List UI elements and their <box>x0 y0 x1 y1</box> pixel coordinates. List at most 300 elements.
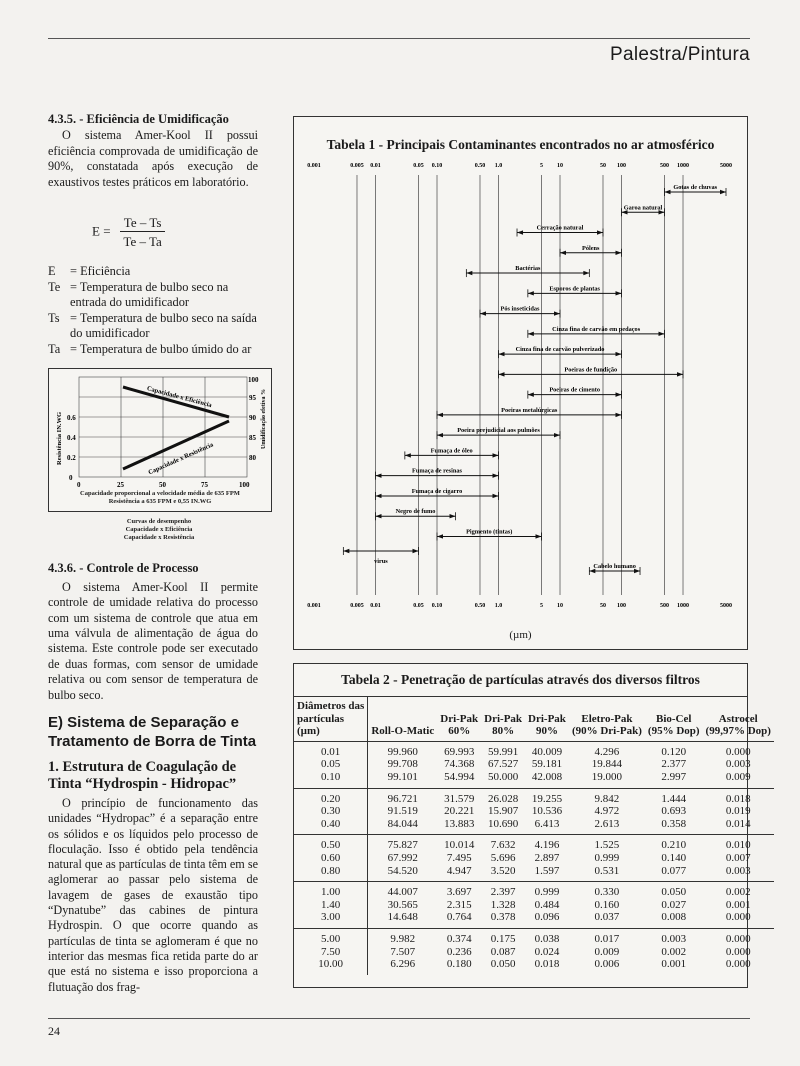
arrow-right-icon <box>720 190 726 194</box>
arrow-left-icon <box>664 190 670 194</box>
right-tick: 80 <box>249 454 256 462</box>
table-cell: 0.01 <box>294 741 368 758</box>
table-cell: 0.002 <box>661 945 687 958</box>
range-bar <box>480 306 560 318</box>
x-tick: 50 <box>159 481 166 489</box>
arrow-right-icon <box>493 473 499 477</box>
chart-x-caption-line: Resistência a 635 FPM e 0,55 IN.WG <box>108 498 212 505</box>
table-cell: 0.003 <box>725 758 751 771</box>
table2 <box>294 697 774 975</box>
x-tick-label: 100 <box>617 603 627 609</box>
range-label: Gotas de chuvas <box>673 184 718 191</box>
x-tick-label: 5000 <box>720 163 732 169</box>
table-cell: 2.613 <box>594 817 620 830</box>
table2-title: Tabela 2 - Penetração de partículas através dos diversos filtros <box>294 664 747 697</box>
table-cell: 0.40 <box>294 818 368 835</box>
range-label: Poeiras metalúrgicas <box>501 406 558 414</box>
table-cell: 1.525 <box>594 839 620 852</box>
table-row <box>294 928 774 945</box>
definition-row <box>48 264 260 280</box>
table-cell: 20.221 <box>444 805 475 818</box>
x-tick-label: 0.50 <box>474 603 486 609</box>
header-cell <box>645 697 703 713</box>
formula-denominator: Te – Ta <box>123 234 162 249</box>
definition-symbol: Ts <box>48 310 60 325</box>
table-cell: 0.006 <box>594 958 620 971</box>
header-cell: (µm) <box>294 725 368 741</box>
arrow-left-icon <box>499 352 505 356</box>
table-cell: 0.160 <box>594 898 620 911</box>
x-tick: 0 <box>77 481 81 489</box>
x-tick-label: 50 <box>599 603 606 609</box>
table-cell: 96.721 <box>387 792 418 805</box>
table-cell: 7.632 <box>490 839 516 852</box>
arrow-right-icon <box>616 251 622 255</box>
arrow-left-icon <box>343 549 349 553</box>
x-tick-label: 100 <box>617 163 627 169</box>
x-tick-label: 0.005 <box>350 163 364 169</box>
table-cell: 0.120 <box>661 745 687 758</box>
arrow-left-icon <box>560 251 566 255</box>
table-cell: 3.697 <box>446 886 472 899</box>
table-cell: 2.315 <box>446 898 472 911</box>
range-label: Esporos de plantas <box>549 285 600 293</box>
arrow-left-icon <box>405 453 411 457</box>
table-cell: 84.044 <box>387 817 418 830</box>
range-bar <box>528 387 622 399</box>
x-tick-label: 500 <box>659 603 669 609</box>
range-label: Bactérias <box>515 265 541 273</box>
x-tick-label: 0.001 <box>307 163 321 169</box>
right-axis-label: Umidificação efetiva % <box>261 389 267 449</box>
efficiency-curve-label: Capacidade x Eficiência <box>146 385 213 410</box>
x-tick-label: 1000 <box>677 163 690 169</box>
table-cell: 0.002 <box>725 886 751 899</box>
table-cell: 0.077 <box>661 864 687 877</box>
arrow-right-icon <box>554 433 560 437</box>
table-cell: 0.330 <box>594 886 620 899</box>
table-cell: 6.413 <box>534 817 560 830</box>
table-cell: 1.40 <box>294 899 368 912</box>
table-cell: 0.000 <box>725 745 751 758</box>
table-cell: 99.960 <box>387 745 418 758</box>
header-cell: Eletro-Pak <box>581 712 633 725</box>
table-cell: 59.181 <box>531 758 563 771</box>
definition-row <box>48 342 260 358</box>
arrow-left-icon <box>376 494 382 498</box>
arrow-left-icon <box>437 413 443 417</box>
table-cell: 9.842 <box>594 792 620 805</box>
x-tick-label: 0.10 <box>431 163 443 169</box>
x-tick-label: 10 <box>557 603 564 609</box>
table-cell: 5.696 <box>490 851 516 864</box>
arrow-right-icon <box>597 230 603 234</box>
table-cell: 9.982 <box>390 932 416 945</box>
definition-symbol: Ta <box>48 341 61 356</box>
table-cell: 0.087 <box>490 945 516 958</box>
range-label: Poeiras de fundição <box>564 366 618 374</box>
table-cell: 31.579 <box>444 792 475 805</box>
arrow-left-icon <box>437 433 443 437</box>
table-cell: 91.519 <box>387 805 418 818</box>
table-cell: 0.358 <box>661 817 687 830</box>
table-cell: 7.50 <box>294 946 368 959</box>
formula-numerator: Te – Ts <box>120 215 166 232</box>
formula-definitions <box>48 264 260 358</box>
table-cell: 0.30 <box>294 805 368 818</box>
table-cell: 0.010 <box>725 839 751 852</box>
table-cell: 0.050 <box>661 886 687 899</box>
range-bar <box>560 245 622 257</box>
definition-text: = Temperatura de bulbo úmido do ar <box>70 341 252 356</box>
table-cell: 0.000 <box>725 932 751 945</box>
table-row <box>294 899 774 912</box>
resistance-curve-label: Capacidade x Resistência <box>147 441 215 477</box>
table-row <box>294 958 774 975</box>
header-cell: 80% <box>492 725 515 738</box>
chart-x-caption-line: Capacidade proporcional a velocidade média de 635 FPM <box>80 490 240 497</box>
table-cell: 0.000 <box>725 911 751 924</box>
arrow-right-icon <box>493 494 499 498</box>
left-axis-label: Resistência IN.WG <box>56 411 63 465</box>
chart-legend <box>48 518 270 542</box>
table-cell: 4.196 <box>534 839 560 852</box>
section-1-title: 1. Estrutura de Coagulação de Tinta “Hydrospin - Hidropac” <box>48 759 237 792</box>
x-tick-label: 0.005 <box>350 603 364 609</box>
table-cell: 0.027 <box>661 898 687 911</box>
table-cell: 0.000 <box>725 958 751 971</box>
table-cell: 4.296 <box>594 745 620 758</box>
arrow-right-icon <box>493 453 499 457</box>
table-cell: 14.648 <box>387 911 418 924</box>
table-cell: 0.018 <box>534 958 560 971</box>
table-cell: 0.003 <box>661 932 687 945</box>
table-cell: 0.014 <box>725 817 751 830</box>
range-bar <box>499 366 684 378</box>
range-bar <box>466 265 589 277</box>
header-cell: 60% <box>448 725 471 738</box>
arrow-right-icon <box>554 311 560 315</box>
arrow-left-icon <box>437 534 443 538</box>
left-tick: 0 <box>69 474 73 482</box>
arrow-right-icon <box>535 534 541 538</box>
table-cell: 0.001 <box>661 958 687 971</box>
header-cell: Diâmetros das <box>294 697 368 713</box>
table-cell: 74.368 <box>444 758 475 771</box>
table-cell: 0.50 <box>294 835 368 852</box>
section-1-body <box>48 796 258 995</box>
table-cell: 40.009 <box>531 745 563 758</box>
chart-x-caption <box>49 490 271 506</box>
right-tick: 90 <box>249 414 256 422</box>
table-cell: 5.00 <box>294 928 368 945</box>
definition-row <box>48 311 260 342</box>
definition-text: = Temperatura de bulbo seco na entrada do umidificador <box>70 279 229 310</box>
table-cell: 99.708 <box>387 758 418 771</box>
table-cell: 2.897 <box>534 851 560 864</box>
right-tick: 95 <box>249 394 256 402</box>
header-cell <box>525 697 569 713</box>
arrow-right-icon <box>677 372 683 376</box>
performance-chart-box <box>48 368 272 512</box>
table-cell: 69.993 <box>444 745 475 758</box>
arrow-right-icon <box>616 413 622 417</box>
efficiency-formula <box>92 215 165 250</box>
left-tick: 0.2 <box>67 454 76 462</box>
table-cell: 2.397 <box>490 886 516 899</box>
range-bar <box>589 563 640 575</box>
left-tick: 0.4 <box>67 434 76 442</box>
x-tick-label: 5000 <box>720 603 732 609</box>
formula-fraction <box>120 215 166 250</box>
range-bar <box>376 508 456 520</box>
table-row <box>294 758 774 771</box>
table-row <box>294 788 774 805</box>
table-cell: 44.007 <box>387 886 418 899</box>
table2-box <box>293 663 771 988</box>
x-tick-label: 0.01 <box>370 603 381 609</box>
legend-line: Capacidade x Resistência <box>123 534 195 541</box>
table-row <box>294 946 774 959</box>
header-cell: (99,97% Dop) <box>705 725 771 738</box>
section-436-title: 4.3.6. - Controle de Processo <box>48 561 199 575</box>
header-cell: Bio-Cel <box>656 712 692 725</box>
table-cell: 0.180 <box>446 958 472 971</box>
header-cell <box>481 697 525 713</box>
page-number: 24 <box>48 1024 60 1038</box>
range-label: Poeiras de cimento <box>549 386 601 394</box>
header-cell <box>437 697 481 713</box>
header-cell: (95% Dop) <box>647 725 700 738</box>
table-cell: 0.999 <box>594 851 620 864</box>
table-cell: 1.597 <box>534 864 560 877</box>
table2-header-row <box>294 697 774 713</box>
table-cell: 0.037 <box>594 911 620 924</box>
right-tick: 85 <box>249 434 256 442</box>
table-cell: 0.60 <box>294 852 368 865</box>
table-cell: 2.997 <box>661 770 687 783</box>
range-label: Cerração natural <box>536 224 584 232</box>
table-cell: 3.520 <box>490 864 516 877</box>
table-cell: 0.236 <box>446 945 472 958</box>
table-row <box>294 805 774 818</box>
x-tick: 100 <box>239 481 250 489</box>
table2-header-row <box>294 725 774 741</box>
definition-text: = Temperatura de bulbo seco na saída do umidificador <box>70 310 257 341</box>
legend-line: Curvas de desempenho <box>126 518 192 525</box>
table-cell: 19.255 <box>531 792 563 805</box>
section-435-paragraph: O sistema Amer-Kool II possui eficiência comprovada de umidificação de 90%, constatada após execução de exaustivos testes práticos em laboratório. <box>48 127 258 190</box>
table-cell: 0.20 <box>294 788 368 805</box>
table-cell: 0.175 <box>490 932 516 945</box>
header-cell: Dri-Pak <box>440 712 479 725</box>
range-label: Cinza fina de carvão pulverizado <box>515 346 605 354</box>
x-unit-label: (µm) <box>509 629 532 641</box>
table-cell: 99.101 <box>387 770 418 783</box>
arrow-right-icon <box>616 291 622 295</box>
table-cell: 50.000 <box>487 770 519 783</box>
table-cell: 0.05 <box>294 758 368 771</box>
range-bar <box>437 407 622 419</box>
table-cell: 0.017 <box>594 932 620 945</box>
range-bar <box>664 184 726 196</box>
section-435 <box>48 112 258 191</box>
table-cell: 6.296 <box>390 958 416 971</box>
x-tick-label: 0.001 <box>307 603 321 609</box>
arrow-left-icon <box>499 372 505 376</box>
table-cell: 10.00 <box>294 958 368 975</box>
x-tick-label: 10 <box>557 163 564 169</box>
header-cell <box>368 697 437 713</box>
header-cell: Dri-Pak <box>528 712 566 725</box>
range-label: virus <box>374 558 388 565</box>
header-cell: Astrocel <box>718 712 758 725</box>
range-label: Cinza fina de carvão em pedaços <box>552 325 641 333</box>
table-cell: 1.00 <box>294 882 368 899</box>
range-bar <box>528 326 665 338</box>
x-tick-label: 5 <box>539 603 543 609</box>
range-bar <box>405 447 499 459</box>
header-cell: Roll-O-Matic <box>371 725 435 738</box>
table-cell: 0.531 <box>594 864 620 877</box>
x-tick: 75 <box>201 481 208 489</box>
x-tick-label: 1.0 <box>494 603 503 609</box>
table-row <box>294 741 774 758</box>
arrow-left-icon <box>466 271 472 275</box>
range-label: Pólens <box>582 244 600 252</box>
table-cell: 0.210 <box>661 839 687 852</box>
table-cell: 3.00 <box>294 911 368 928</box>
x-tick-label: 0.50 <box>474 163 486 169</box>
table-cell: 10.690 <box>487 817 519 830</box>
range-bar <box>343 547 418 565</box>
range-label: Fumaça de cigarro <box>411 487 463 495</box>
definition-symbol: Te <box>48 279 61 294</box>
table-cell: 1.444 <box>661 792 687 805</box>
table-cell: 13.883 <box>444 817 475 830</box>
table-cell: 0.374 <box>446 932 472 945</box>
header-cell: Dri-Pak <box>484 712 523 725</box>
arrow-left-icon <box>376 473 382 477</box>
definition-symbol: E <box>48 264 56 278</box>
table-cell: 0.140 <box>661 851 687 864</box>
x-tick-label: 5 <box>539 163 543 169</box>
table-cell: 7.507 <box>390 945 416 958</box>
arrow-right-icon <box>583 271 589 275</box>
footer-rule <box>48 1018 750 1019</box>
table-cell: 0.764 <box>446 911 472 924</box>
range-label: Poeira prejudicial aos pulmões <box>457 427 540 435</box>
table-cell: 54.520 <box>387 864 418 877</box>
table-cell: 0.050 <box>490 958 516 971</box>
table-cell: 54.994 <box>444 770 475 783</box>
table-cell: 19.000 <box>591 770 623 783</box>
table-cell: 0.007 <box>725 851 751 864</box>
x-tick-label: 50 <box>599 163 606 169</box>
range-bar <box>528 285 622 297</box>
table-row <box>294 835 774 852</box>
range-label: Garoa natural <box>623 204 663 212</box>
table-cell: 1.328 <box>490 898 516 911</box>
range-label: Pigmento (tintas) <box>466 528 513 536</box>
x-tick-label: 500 <box>659 163 669 169</box>
arrow-left-icon <box>528 332 534 336</box>
table-cell: 0.693 <box>661 805 687 818</box>
table-row <box>294 865 774 882</box>
x-tick: 25 <box>117 481 124 489</box>
efficiency-curve <box>123 387 229 417</box>
table1-title: Tabela 1 - Principais Contaminantes encontrados no ar atmosférico <box>326 137 715 152</box>
table-cell: 0.008 <box>661 911 687 924</box>
table-cell: 19.844 <box>591 758 623 771</box>
x-tick-label: 0.01 <box>370 163 381 169</box>
table-cell: 59.991 <box>487 745 519 758</box>
table-cell: 0.000 <box>725 945 751 958</box>
range-label: Cabelo humano <box>593 563 636 570</box>
section-436-paragraph: O sistema Amer-Kool II permite controle de umidade relativa do processo com um sistema de controle que atua em uma válvula de alimentação de água do sistema. Este controle pode ser executado de duas formas, com sensor de umidade relativa ou com sensor de temperatura de bulbo seco. <box>48 579 258 702</box>
page-header-title: Palestra/Pintura <box>610 44 750 65</box>
header-cell <box>368 713 437 726</box>
table-cell: 0.009 <box>725 770 751 783</box>
header-rule <box>48 38 750 39</box>
x-tick-label: 0.10 <box>431 603 443 609</box>
table-cell: 30.565 <box>387 898 418 911</box>
arrow-left-icon <box>517 230 523 234</box>
table-cell: 15.907 <box>487 805 519 818</box>
x-tick-label: 0.05 <box>413 603 424 609</box>
x-tick-label: 0.05 <box>413 163 424 169</box>
table-cell: 0.018 <box>725 792 751 805</box>
table-cell: 26.028 <box>487 792 519 805</box>
section-e-title: E) Sistema de Separação e Tratamento de Borra de Tinta <box>48 714 257 750</box>
section-1-paragraph: O princípio de funcionamento das unidades “Hydropac” é a separação entre os sólidos e os líquidos pelo processo de floculação. Isso é obtido pela tendência natural que as partículas de tinta têm em se aglomerar ao passar pelo sistema de lavagem de gases de exaustão tipo “Dynatube” das cabines de pintura Hydrospin. O que ocorre quando as partículas de tinta se aglomeram é que no interior das mesmas fica retida parte do ar que está no sistema e isso proporciona a flutuação dos frag- <box>48 796 258 994</box>
table-cell: 0.038 <box>534 932 560 945</box>
table-cell: 4.972 <box>594 805 620 818</box>
section-436 <box>48 561 258 703</box>
table-cell: 67.527 <box>487 758 519 771</box>
section-435-title: 4.3.5. - Eficiência de Umidificação <box>48 112 229 126</box>
arrow-right-icon <box>616 352 622 356</box>
table-cell: 0.003 <box>725 864 751 877</box>
range-label: Fumaça de óleo <box>430 447 473 455</box>
table-cell: 75.827 <box>387 839 418 852</box>
table2-header-row <box>294 713 774 726</box>
arrow-left-icon <box>528 291 534 295</box>
range-label: Fumaça de resinas <box>412 467 462 475</box>
arrow-right-icon <box>412 549 418 553</box>
header-cell: (90% Dri-Pak) <box>571 725 642 738</box>
arrow-left-icon <box>376 514 382 518</box>
definition-row <box>48 280 260 311</box>
table-cell: 10.536 <box>531 805 563 818</box>
table-cell: 0.096 <box>534 911 560 924</box>
table-cell: 0.019 <box>725 805 751 818</box>
table-cell: 0.10 <box>294 771 368 788</box>
table-cell: 42.008 <box>531 770 563 783</box>
left-tick: 0.6 <box>67 414 76 422</box>
arrow-left-icon <box>528 392 534 396</box>
table-cell: 10.014 <box>444 839 475 852</box>
right-tick: 100 <box>248 376 259 384</box>
table-cell: 0.024 <box>534 945 560 958</box>
table-cell: 67.992 <box>387 851 418 864</box>
arrow-right-icon <box>616 392 622 396</box>
header-cell <box>569 697 645 713</box>
table-cell: 0.001 <box>725 898 751 911</box>
arrow-right-icon <box>450 514 456 518</box>
table-cell: 4.947 <box>446 864 472 877</box>
table-row <box>294 771 774 788</box>
